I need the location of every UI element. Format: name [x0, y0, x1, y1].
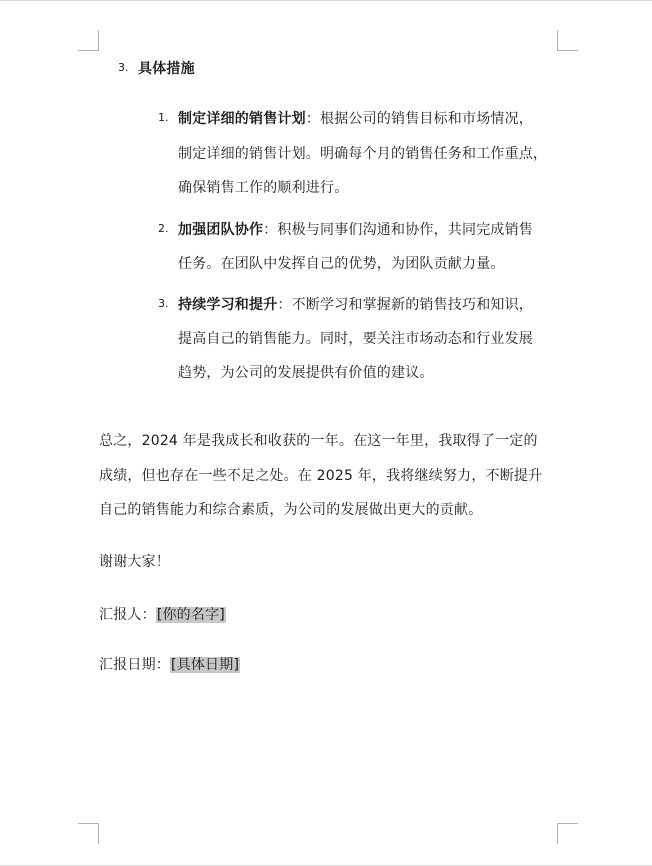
report-date-label: 汇报日期：: [99, 657, 170, 673]
list-item-1-number: 1.: [158, 111, 169, 124]
reporter-name-field[interactable]: [你的名字]: [156, 607, 225, 623]
list-item-2-heading: 加强团队协作: [178, 222, 264, 238]
report-date-line[interactable]: [99, 654, 240, 674]
summary-line-3[interactable]: 自己的销售能力和综合素质，为公司的发展做出更大的贡献。: [99, 502, 483, 518]
summary-line-1[interactable]: 总之，2024 年是我成长和收获的一年。在这一年里，我取得了一定的: [99, 433, 538, 449]
list-item-1-text-1: ：根据公司的销售目标和市场情况，: [305, 111, 534, 127]
section-title[interactable]: 具体措施: [138, 61, 195, 77]
reporter-label: 汇报人：: [99, 607, 156, 623]
reporter-line[interactable]: [99, 604, 226, 624]
list-item-1-line-1[interactable]: [178, 108, 533, 128]
margin-mark-top-right: [557, 30, 578, 51]
list-item-3-line-3[interactable]: 趋势，为公司的发展提供有价值的建议。: [178, 365, 434, 381]
summary-line-2[interactable]: 成绩，但也存在一些不足之处。在 2025 年，我将继续努力，不断提升: [99, 468, 543, 484]
list-item-2-line-1[interactable]: [178, 219, 533, 239]
list-item-2-line-2[interactable]: 任务。在团队中发挥自己的优势，为团队贡献力量。: [178, 256, 505, 272]
thanks-text[interactable]: 谢谢大家！: [99, 554, 170, 570]
list-item-1-line-3[interactable]: 确保销售工作的顺利进行。: [178, 180, 349, 196]
page-top-edge: [0, 0, 652, 1]
list-item-3-text-1: ：不断学习和掌握新的销售技巧和知识，: [277, 297, 534, 313]
report-date-field[interactable]: [具体日期]: [171, 657, 240, 673]
list-item-2-number: 2.: [158, 222, 169, 235]
list-item-3-line-1[interactable]: [178, 294, 533, 314]
list-item-1-line-2[interactable]: 制定详细的销售计划。明确每个月的销售任务和工作重点，: [178, 146, 548, 162]
list-item-3-number: 3.: [158, 297, 169, 310]
list-item-3-heading: 持续学习和提升: [178, 297, 278, 313]
list-item-2-text-1: ：积极与同事们沟通和协作，共同完成销售: [263, 222, 534, 238]
section-number: 3.: [118, 61, 129, 74]
list-item-1-heading: 制定详细的销售计划: [178, 111, 306, 127]
list-item-3-line-2[interactable]: 提高自己的销售能力。同时，要关注市场动态和行业发展: [178, 331, 533, 347]
margin-mark-bottom-right: [557, 823, 578, 844]
margin-mark-top-left: [78, 30, 99, 51]
margin-mark-bottom-left: [78, 823, 99, 844]
